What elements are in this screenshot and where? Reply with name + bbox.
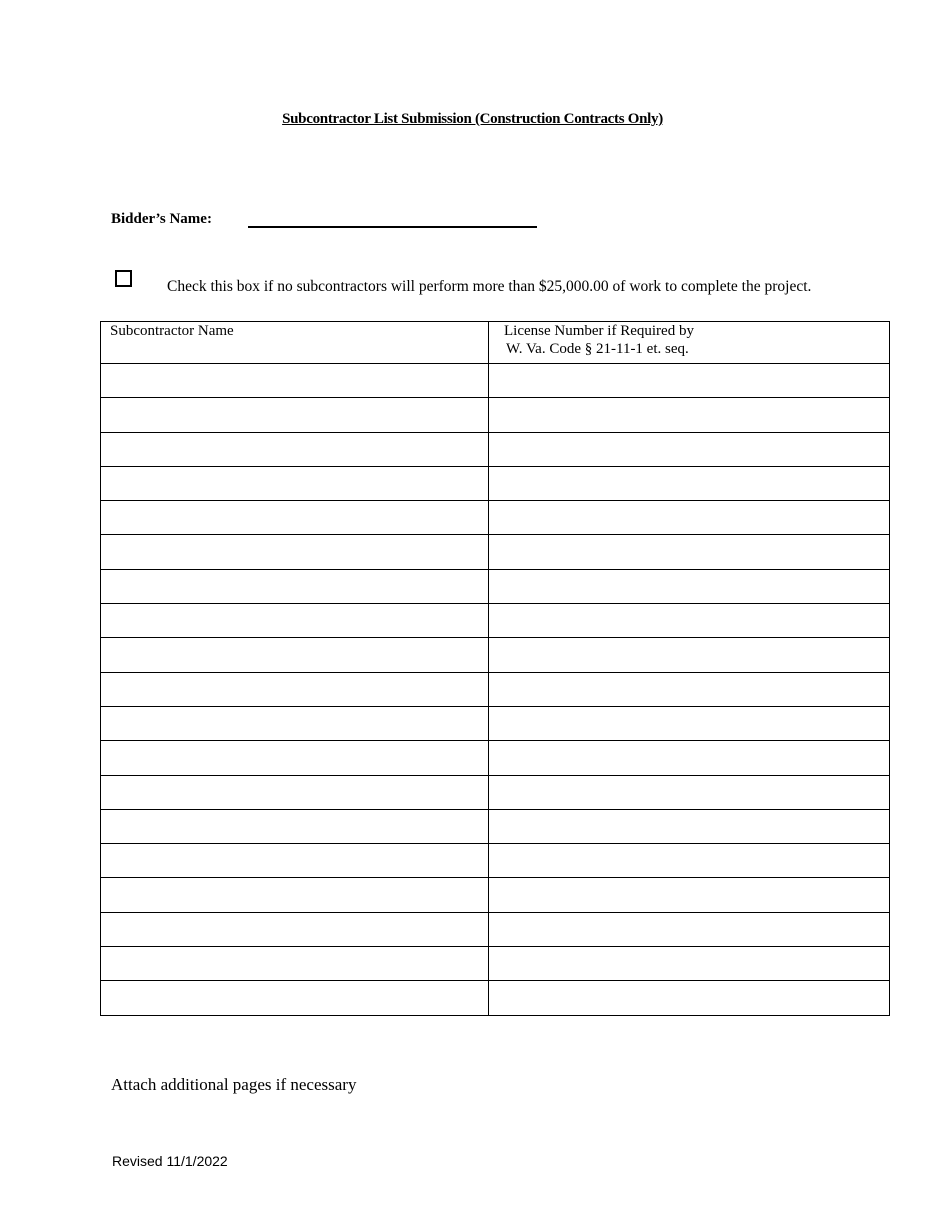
license-number-cell[interactable] [489, 398, 890, 432]
license-number-cell[interactable] [489, 741, 890, 775]
license-number-cell[interactable] [489, 432, 890, 466]
table-row [101, 638, 890, 672]
subcontractor-name-cell[interactable] [101, 501, 489, 535]
subcontractor-name-cell[interactable] [101, 706, 489, 740]
header-text: Subcontractor Name [110, 323, 234, 339]
table-row [101, 672, 890, 706]
no-subcontractors-checkbox[interactable] [115, 270, 132, 287]
license-number-cell[interactable] [489, 535, 890, 569]
subcontractor-name-cell[interactable] [101, 398, 489, 432]
license-number-cell[interactable] [489, 706, 890, 740]
subcontractor-name-cell[interactable] [101, 912, 489, 946]
subcontractor-name-cell[interactable] [101, 432, 489, 466]
license-number-cell[interactable] [489, 912, 890, 946]
subcontractor-name-cell[interactable] [101, 775, 489, 809]
header-subcontractor-name [101, 322, 489, 364]
license-number-cell[interactable] [489, 604, 890, 638]
table-row [101, 947, 890, 981]
subcontractor-name-cell[interactable] [101, 878, 489, 912]
table-row [101, 398, 890, 432]
revision-date: Revised 11/1/2022 [112, 1153, 228, 1169]
table-row [101, 741, 890, 775]
table-row [101, 501, 890, 535]
header-license-number [489, 322, 890, 364]
subcontractor-name-cell[interactable] [101, 364, 489, 398]
license-number-cell[interactable] [489, 878, 890, 912]
license-number-cell[interactable] [489, 466, 890, 500]
table-row [101, 809, 890, 843]
table-row [101, 466, 890, 500]
subcontractor-name-cell[interactable] [101, 844, 489, 878]
license-number-cell[interactable] [489, 638, 890, 672]
license-number-cell[interactable] [489, 364, 890, 398]
subcontractor-name-cell[interactable] [101, 741, 489, 775]
table-row [101, 604, 890, 638]
table-row [101, 775, 890, 809]
subcontractor-name-cell[interactable] [101, 638, 489, 672]
checkbox-label: Check this box if no subcontractors will perform more than $25,000.00 of work to complete the project. [167, 278, 812, 295]
license-number-cell[interactable] [489, 775, 890, 809]
table-row [101, 912, 890, 946]
license-number-cell[interactable] [489, 844, 890, 878]
subcontractor-table [100, 321, 890, 1016]
header-text-line2: W. Va. Code § 21-11-1 et. seq. [506, 341, 689, 357]
license-number-cell[interactable] [489, 501, 890, 535]
bidder-name-label: Bidder’s Name: [111, 211, 212, 227]
license-number-cell[interactable] [489, 809, 890, 843]
table-row [101, 535, 890, 569]
license-number-cell[interactable] [489, 981, 890, 1015]
license-number-cell[interactable] [489, 947, 890, 981]
license-number-cell[interactable] [489, 672, 890, 706]
subcontractor-name-cell[interactable] [101, 535, 489, 569]
page-title: Subcontractor List Submission (Construction Contracts Only) [282, 111, 663, 127]
table-row [101, 878, 890, 912]
table-row [101, 364, 890, 398]
header-text-line1: License Number if Required by [504, 323, 694, 339]
license-number-cell[interactable] [489, 569, 890, 603]
subcontractor-name-cell[interactable] [101, 981, 489, 1015]
bidder-name-field[interactable] [248, 226, 537, 228]
table-row [101, 844, 890, 878]
subcontractor-name-cell[interactable] [101, 466, 489, 500]
table-row [101, 981, 890, 1015]
subcontractor-name-cell[interactable] [101, 809, 489, 843]
subcontractor-name-cell[interactable] [101, 947, 489, 981]
table-row [101, 432, 890, 466]
table-header-row [101, 322, 890, 364]
subcontractor-name-cell[interactable] [101, 604, 489, 638]
table-row [101, 706, 890, 740]
subcontractor-name-cell[interactable] [101, 569, 489, 603]
attach-note: Attach additional pages if necessary [111, 1075, 357, 1094]
table-row [101, 569, 890, 603]
subcontractor-name-cell[interactable] [101, 672, 489, 706]
